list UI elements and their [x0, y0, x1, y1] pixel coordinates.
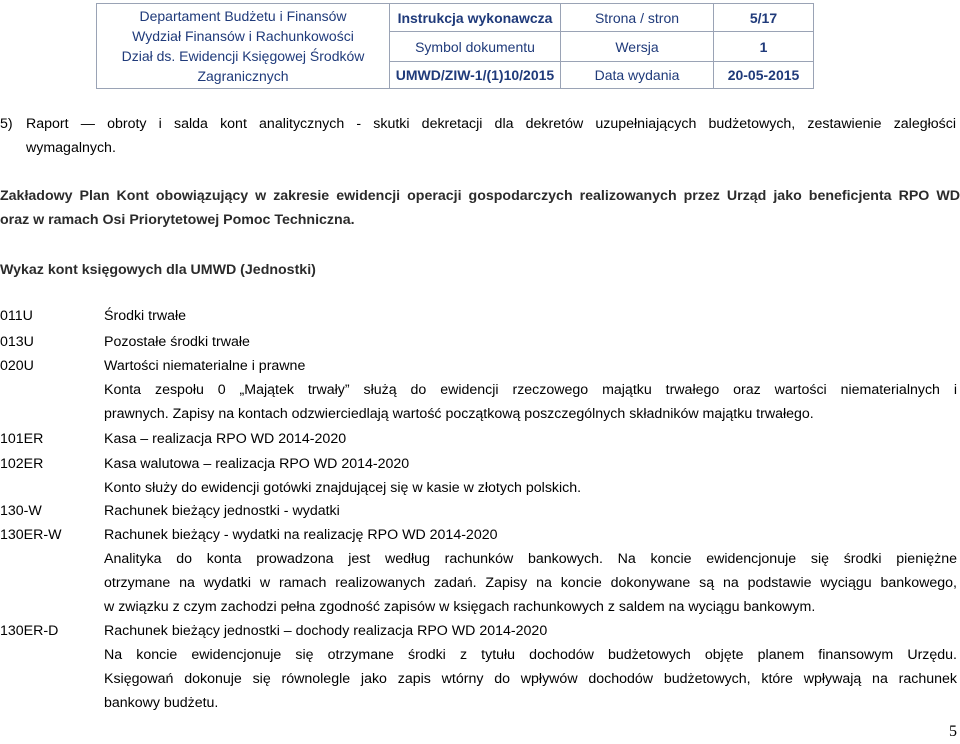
version-value: 1 — [714, 32, 814, 62]
page-number: 5 — [949, 723, 957, 740]
note-130d-line-2: Księgowań dokonuje się równolegle jako zapis wtórny do wpływów dochodów budżetowych, które wpływają na rachunek — [104, 671, 957, 687]
symbol-value: UMWD/ZIW-1/(1)10/2015 — [390, 62, 561, 89]
doc-type: Instrukcja wykonawcza — [390, 4, 561, 32]
note-102-line: Konto służy do ewidencji gotówki znajdującej się w kasie w złotych polskich. — [104, 480, 582, 496]
page-value: 5/17 — [714, 4, 814, 32]
item-number: 5) — [0, 116, 13, 132]
note-130-line-1: Analityka do konta prowadzona jest według rachunków bankowych. Na koncie ewidencjonuje się środki pieniężne — [104, 551, 957, 567]
account-code: 013U — [0, 334, 34, 350]
account-name: Wartości niematerialne i prawne — [104, 358, 306, 374]
department-cell — [97, 4, 390, 89]
plan-paragraph-line-1: Zakładowy Plan Kont obowiązujący w zakresie ewidencji operacji gospodarczych realizowanych przez Urząd jako beneficjenta RPO WD — [0, 188, 960, 204]
item5-line-2: wymagalnych. — [26, 140, 116, 156]
account-name: Kasa – realizacja RPO WD 2014-2020 — [104, 431, 347, 447]
account-row — [0, 499, 960, 523]
account-row — [0, 354, 960, 378]
plan-paragraph-line-2: oraz w ramach Osi Priorytetowej Pomoc Techniczna. — [0, 212, 355, 228]
account-row — [0, 427, 960, 451]
page-label: Strona / stron — [561, 4, 714, 32]
item5-line-1: Raport — obroty i salda kont analitycznych - skutki dekretacji dla dekretów uzupełniających budżetowych, zestawienie zaległości — [26, 116, 956, 132]
account-row — [0, 452, 960, 476]
dept-line-3: Dział ds. Ewidencji Księgowej Środków — [121, 48, 365, 64]
account-row — [0, 330, 960, 354]
account-name: Rachunek bieżący jednostki - wydatki — [104, 503, 340, 519]
account-row — [0, 619, 960, 643]
document-header-table — [96, 3, 814, 89]
account-code: 020U — [0, 358, 34, 374]
note-130d-line-3: bankowy budżetu. — [104, 695, 219, 711]
account-row — [0, 523, 960, 547]
account-code: 130-W — [0, 503, 42, 519]
dept-line-2: Wydział Finansów i Rachunkowości — [132, 28, 354, 44]
note-130d-line-1: Na koncie ewidencjonuje się otrzymane środki z tytułu dochodów budżetowych objęte planem finansowym Urzędu. — [104, 647, 957, 663]
date-value: 20-05-2015 — [714, 62, 814, 89]
list-heading: Wykaz kont księgowych dla UMWD (Jednostki) — [0, 262, 316, 278]
account-row — [0, 304, 960, 328]
account-name: Rachunek bieżący - wydatki na realizację RPO WD 2014-2020 — [104, 527, 498, 543]
account-name: Rachunek bieżący jednostki – dochody realizacja RPO WD 2014-2020 — [104, 623, 548, 639]
dept-line-1: Departament Budżetu i Finansów — [139, 8, 347, 24]
account-code: 101ER — [0, 431, 44, 447]
account-name: Kasa walutowa – realizacja RPO WD 2014-2020 — [104, 456, 410, 472]
account-code: 130ER-D — [0, 623, 59, 639]
dept-line-4: Zagranicznych — [197, 68, 289, 84]
account-code: 102ER — [0, 456, 44, 472]
note-130-line-3: w związku z czym zachodzi pełna zgodność zapisów w księgach rachunkowych z saldem na wyciągu bankowym. — [104, 599, 816, 615]
account-code: 130ER-W — [0, 527, 62, 543]
date-label: Data wydania — [561, 62, 714, 89]
note-020-line-2: prawnych. Zapisy na kontach odzwierciedlają wartość początkową poszczególnych składników majątku trwałego. — [104, 406, 814, 422]
note-020-line-1: Konta zespołu 0 „Majątek trwały” służą do ewidencji rzeczowego majątku trwałego oraz wartości niematerialnych i — [104, 382, 957, 398]
account-code: 011U — [0, 308, 33, 324]
symbol-label: Symbol dokumentu — [390, 32, 561, 62]
note-130-line-2: otrzymane na wydatki w ramach realizowanych zadań. Zapisy na koncie dokonywane są na podstawie wyciągu bankowego, — [104, 575, 957, 591]
account-name: Pozostałe środki trwałe — [104, 334, 250, 350]
version-label: Wersja — [561, 32, 714, 62]
account-name: Środki trwałe — [104, 308, 187, 324]
